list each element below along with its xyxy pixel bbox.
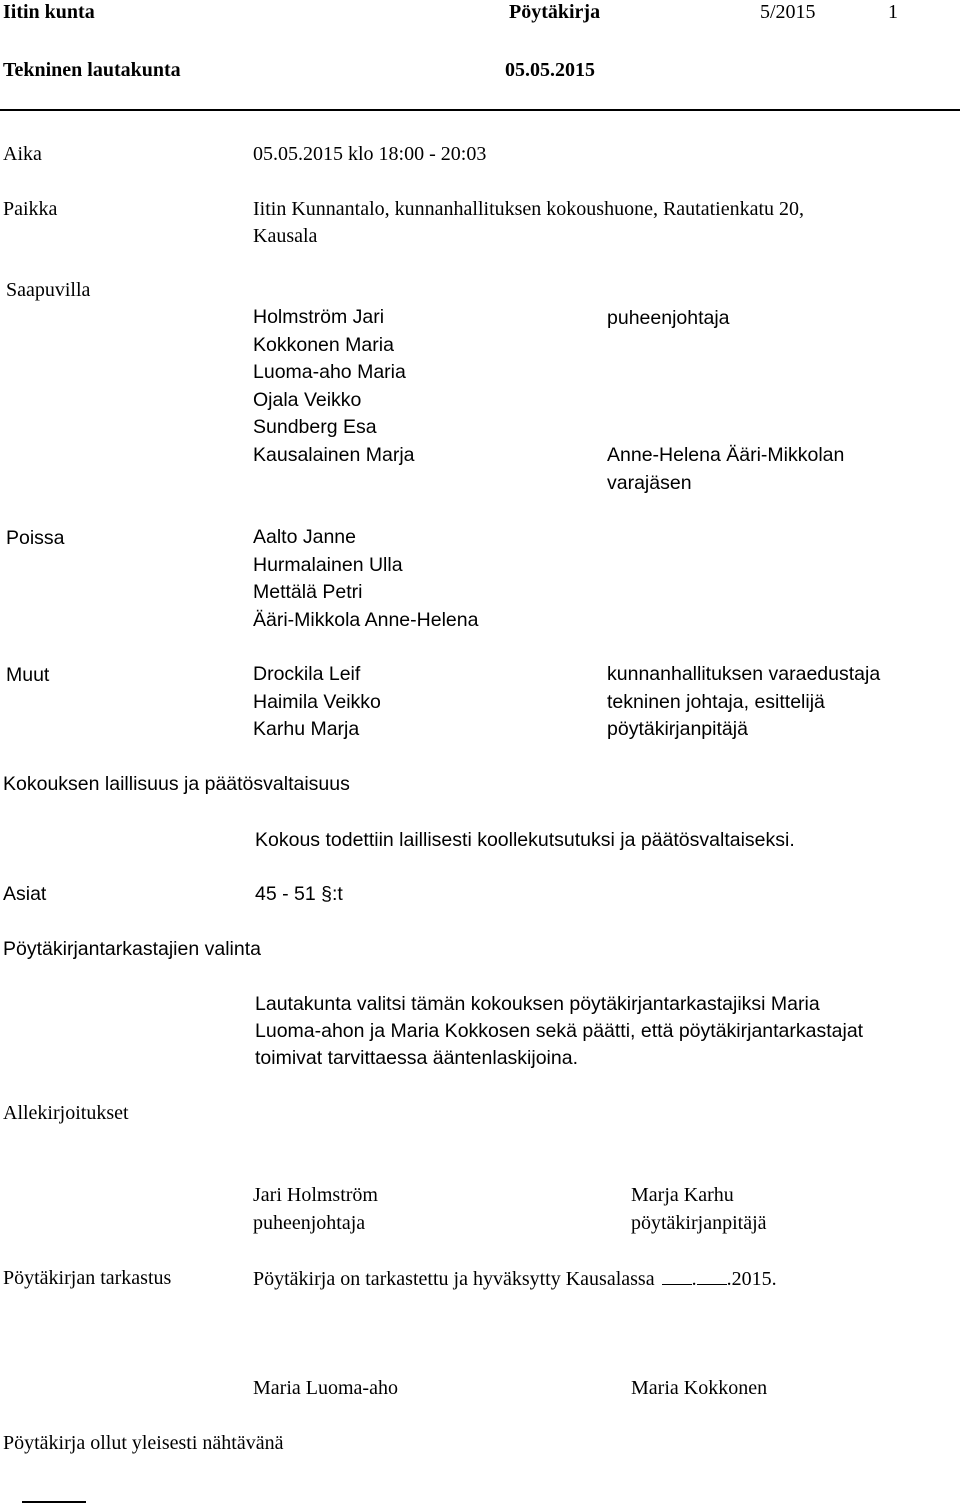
signer1-name: Jari Holmström <box>253 1184 378 1206</box>
header-date: 05.05.2015 <box>505 59 595 81</box>
document-type: Pöytäkirja <box>509 1 601 23</box>
saapuvilla-label: Saapuvilla <box>6 279 91 301</box>
muut-members-list <box>253 661 381 744</box>
paikka-value-line2: Kausala <box>253 225 318 247</box>
inspector1-name: Maria Luoma-aho <box>253 1377 398 1399</box>
list-item: Kokkonen Maria <box>253 333 394 356</box>
list-item: tekninen johtaja, esittelijä <box>607 690 825 713</box>
tarkastajat-text-line2: Luoma-ahon ja Maria Kokkosen sekä päätti, että pöytäkirjantarkastajat <box>255 1020 864 1042</box>
role-chair: puheenjohtaja <box>607 307 730 329</box>
list-item: Kausalainen Marja <box>253 443 415 466</box>
tarkastus-year: .2015. <box>726 1268 777 1290</box>
signer2-role: pöytäkirjanpitäjä <box>631 1212 767 1234</box>
saapuvilla-members-list <box>253 304 415 469</box>
allekirjoitukset-label: Allekirjoitukset <box>3 1102 129 1124</box>
list-item: Ääri-Mikkola Anne-Helena <box>253 608 479 631</box>
list-item: Mettälä Petri <box>253 581 363 603</box>
list-item: Haimila Veikko <box>253 690 381 713</box>
tarkastajat-text-line1: Lautakunta valitsi tämän kokouksen pöytäkirjantarkastajiksi Maria <box>255 993 820 1015</box>
asiat-value: 45 - 51 §:t <box>255 883 343 905</box>
tarkastus-statement <box>253 1264 777 1293</box>
list-item: Drockila Leif <box>253 663 361 685</box>
date-separator: . <box>691 1268 697 1290</box>
signer2-name: Marja Karhu <box>631 1184 734 1206</box>
list-item: pöytäkirjanpitäjä <box>607 718 748 740</box>
list-item: kunnanhallituksen varaedustaja <box>607 663 881 685</box>
list-item: Karhu Marja <box>253 718 360 740</box>
poissa-label: Poissa <box>6 527 65 549</box>
day-blank <box>662 1264 692 1285</box>
nahtavana-label: Pöytäkirja ollut yleisesti nähtävänä <box>3 1432 284 1454</box>
laillisuus-text: Kokous todettiin laillisesti koollekutsutuksi ja päätösvaltaiseksi. <box>255 829 795 851</box>
list-item: Aalto Janne <box>253 526 356 548</box>
tarkastajat-heading: Pöytäkirjantarkastajien valinta <box>3 938 261 960</box>
tarkastus-text: Pöytäkirja on tarkastettu ja hyväksytty Kausalassa <box>253 1268 655 1290</box>
inspector2-name: Maria Kokkonen <box>631 1377 768 1399</box>
committee-name: Tekninen lautakunta <box>3 59 181 81</box>
aika-value: 05.05.2015 klo 18:00 - 20:03 <box>253 143 487 165</box>
document-number: 5/2015 <box>760 1 816 23</box>
list-item: Ojala Veikko <box>253 388 362 411</box>
paikka-value-line1: Iitin Kunnantalo, kunnanhallituksen kokoushuone, Rautatienkatu 20, <box>253 198 805 220</box>
muut-roles-list <box>607 661 880 744</box>
paikka-label: Paikka <box>3 198 58 220</box>
page-number: 1 <box>888 1 898 23</box>
laillisuus-heading: Kokouksen laillisuus ja päätösvaltaisuus <box>3 773 350 795</box>
muut-label: Muut <box>6 664 50 686</box>
poissa-members-list <box>253 524 478 634</box>
role-deputy-line1: Anne-Helena Ääri-Mikkolan <box>607 444 845 466</box>
tarkastajat-text-line3: toimivat tarvittaessa ääntenlaskijoina. <box>255 1047 578 1069</box>
signer1-role: puheenjohtaja <box>253 1212 366 1234</box>
aika-label: Aika <box>3 143 42 165</box>
role-deputy-line2: varajäsen <box>607 472 692 494</box>
list-item: Holmström Jari <box>253 306 385 328</box>
list-item: Luoma-aho Maria <box>253 361 406 383</box>
month-blank <box>697 1264 727 1285</box>
municipality-name: Iitin kunta <box>3 1 95 23</box>
signature-line <box>22 1501 86 1503</box>
list-item: Sundberg Esa <box>253 416 377 438</box>
header-divider <box>0 109 960 111</box>
tarkastus-label: Pöytäkirjan tarkastus <box>3 1267 172 1289</box>
list-item: Hurmalainen Ulla <box>253 553 403 576</box>
asiat-label: Asiat <box>3 883 47 905</box>
